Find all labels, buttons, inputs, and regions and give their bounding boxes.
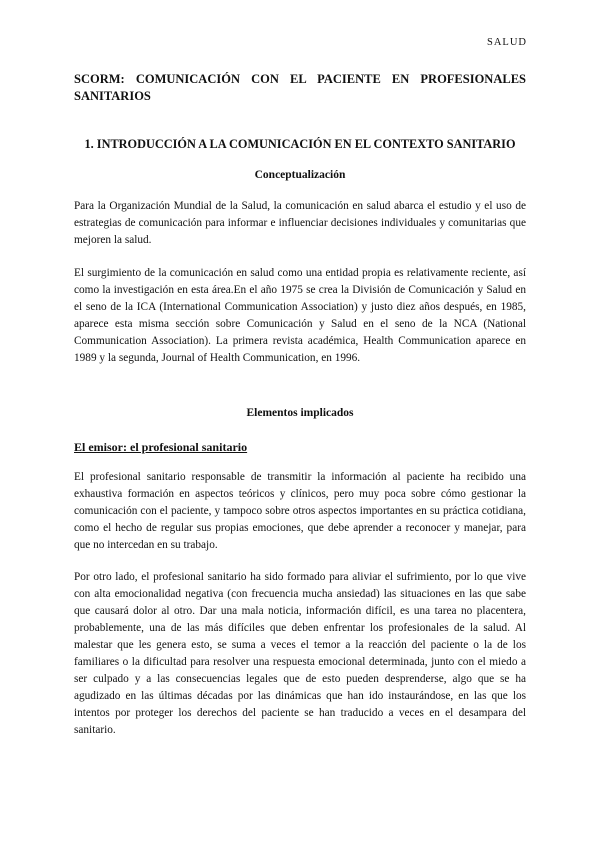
paragraph: El surgimiento de la comunicación en salud como una entidad propia es relativamente reciente, así como la investigación en esta área.En el año 1975 se crea la División de Comunicación y Salud en el seno de la ICA (International Communication Association) y justo diez años después, en 1985, aparece esta misma sección sobre Comunicación y Salud en el seno de la NCA (National Communication Association). La primera revista académica, Health Communication aparece en 1989 y la segunda, Journal of Health Communication, en 1996.: [74, 267, 526, 364]
paragraph: Para la Organización Mundial de la Salud, la comunicación en salud abarca el estudio y el uso de estrategias de comunicación para informar e influenciar decisiones individuales y comunitarias que mejoren la salud.: [74, 200, 526, 246]
document-title: SCORM: COMUNICACIÓN CON EL PACIENTE EN PROFESIONALES SANITARIOS: [74, 72, 526, 103]
sub-subsection-heading-emisor: El emisor: el profesional sanitario: [74, 440, 248, 454]
paragraph: El profesional sanitario responsable de transmitir la información al paciente ha recibido una exhaustiva formación en aspectos teóricos y clínicos, pero muy poca sobre cómo gestionar la comunicación con el paciente, y tampoco sobre otros aspectos importantes en su práctica cotidiana, como el hecho de regular sus propias emociones, que debe aprender a reconocer y manejar, para que no intercedan en su trabajo.: [74, 471, 526, 551]
section-title: INTRODUCCIÓN A LA COMUNICACIÓN EN EL CONTEXTO SANITARIO: [96, 137, 516, 151]
running-header: SALUD: [486, 37, 527, 48]
section-heading: [74, 137, 526, 152]
section-number: 1.: [84, 137, 94, 151]
subsection-heading-conceptualizacion: Conceptualización: [254, 169, 346, 181]
paragraph: Por otro lado, el profesional sanitario ha sido formado para aliviar el sufrimiento, por lo que vive con alta emocionalidad negativa (con frecuencia mucha ansiedad) las situaciones en las que sabe que causará dolor al otro. Dar una mala noticia, información difícil, es una tarea no placentera, probablemente, una de las más difíciles que deben enfrentar los profesionales de la salud. Al malestar que les genera esto, se suma a veces el temor a la reacción del paciente o la de los familiares o la dificultad para resolver una respuesta emocional determinada, junto con el miedo a ser culpado y a las consecuencias legales que de esto pueden desprenderse, algo que se ha agudizado en las últimas décadas por las dinámicas que han ido instaurándose, en las que los intentos por proteger los derechos del paciente se han traducido a veces en el desampara del sanitario.: [74, 571, 526, 736]
subsection-heading-elementos: Elementos implicados: [246, 407, 354, 419]
